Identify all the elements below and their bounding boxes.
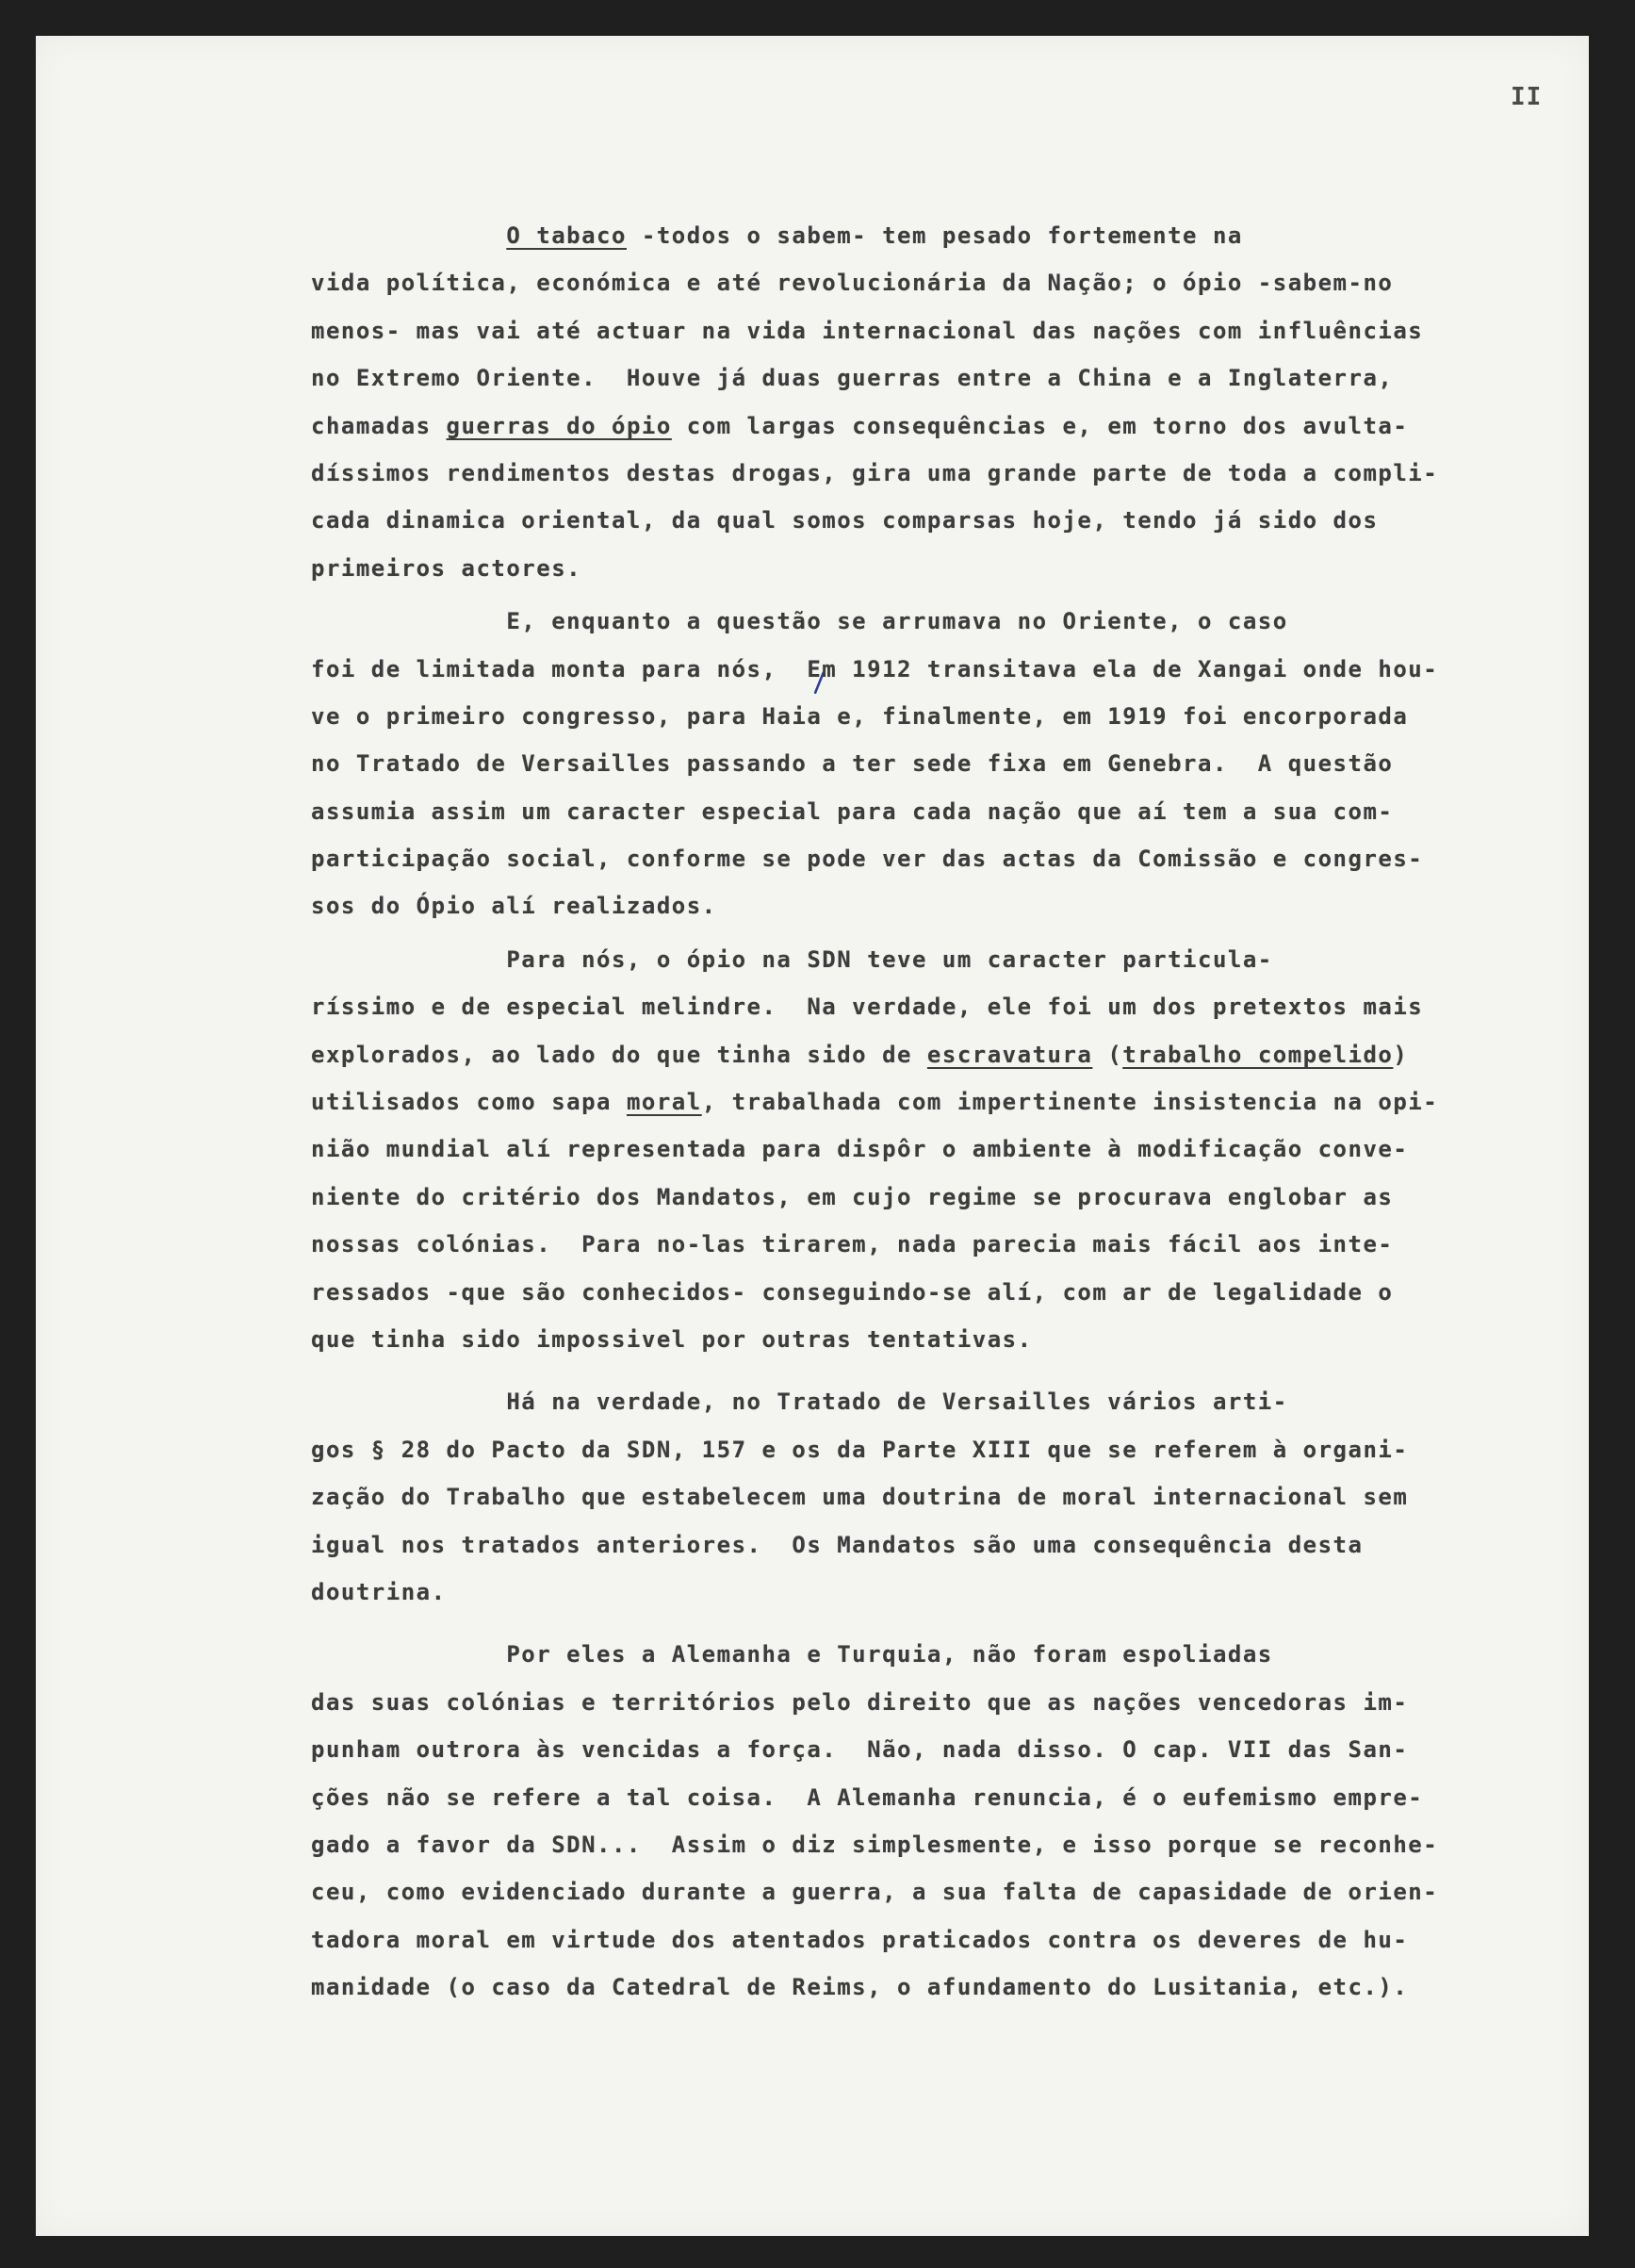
text-line bbox=[311, 1631, 1597, 1678]
line-text: participação social, conforme se pode ver das actas da Comissão e congres- bbox=[311, 846, 1424, 873]
text-line bbox=[311, 354, 1597, 402]
text-line bbox=[311, 740, 1597, 787]
line-text: vida política, económica e até revolucionária da Nação; o ópio -sabem-no bbox=[311, 270, 1394, 297]
text-line bbox=[311, 1221, 1597, 1268]
text-line bbox=[311, 983, 1597, 1030]
line-text: com largas consequências e, em torno dos avulta- bbox=[671, 412, 1409, 439]
line-text: menos- mas vai até actuar na vida internacional das nações com influências bbox=[311, 317, 1424, 344]
document-body bbox=[311, 212, 1597, 2011]
text-line bbox=[311, 1378, 1597, 1425]
line-text: E, enquanto a questão se arrumava no Oriente, o caso bbox=[311, 608, 1288, 635]
line-text: , trabalhada com impertinente insistencia na opi- bbox=[701, 1089, 1439, 1116]
line-text: -todos o sabem- tem pesado fortemente na bbox=[626, 222, 1243, 249]
line-text: explorados, ao lado do que tinha sido de bbox=[311, 1041, 927, 1068]
line-text bbox=[311, 222, 506, 249]
text-line bbox=[311, 788, 1597, 835]
text-line bbox=[311, 403, 1597, 450]
text-line bbox=[311, 1821, 1597, 1868]
line-text: ressados -que são conhecidos- conseguindo-se alí, com ar de legalidade o bbox=[311, 1278, 1394, 1306]
underlined-text: guerras do ópio bbox=[446, 412, 672, 439]
line-text: nossas colónias. Para no-las tirarem, nada parecia mais fácil aos inte- bbox=[311, 1231, 1394, 1258]
line-text: díssimos rendimentos destas drogas, gira uma grande parte de toda a compli- bbox=[311, 459, 1439, 486]
line-text: ceu, como evidenciado durante a guerra, a sua falta de capasidade de orien- bbox=[311, 1879, 1439, 1906]
text-line bbox=[311, 1126, 1597, 1173]
line-text: nião mundial alí representada para dispôr o ambiente à modificação conve- bbox=[311, 1136, 1409, 1163]
text-line bbox=[311, 1473, 1597, 1520]
text-line bbox=[311, 882, 1597, 929]
line-text: zação do Trabalho que estabelecem uma doutrina de moral internacional sem bbox=[311, 1484, 1409, 1511]
line-text: Por eles a Alemanha e Turquia, não foram espoliadas bbox=[311, 1641, 1273, 1668]
text-line bbox=[311, 598, 1597, 645]
paragraph bbox=[311, 598, 1597, 930]
line-text: Para nós, o ópio na SDN teve um caracter particula- bbox=[311, 945, 1273, 973]
line-text: utilisados como sapa bbox=[311, 1089, 627, 1116]
line-text: ve o primeiro congresso, para Haia e, finalmente, em 1919 foi encorporada bbox=[311, 702, 1409, 730]
text-line bbox=[311, 259, 1597, 306]
text-line bbox=[311, 1964, 1597, 2011]
line-text: cada dinamica oriental, da qual somos comparsas hoje, tendo já sido dos bbox=[311, 507, 1379, 534]
text-line bbox=[311, 1726, 1597, 1773]
paragraph bbox=[311, 212, 1597, 592]
line-text: chamadas bbox=[311, 412, 447, 439]
text-line bbox=[311, 1774, 1597, 1821]
line-text: ) bbox=[1393, 1041, 1409, 1068]
paragraph bbox=[311, 1378, 1597, 1616]
line-text: Há na verdade, no Tratado de Versailles vários arti- bbox=[311, 1389, 1288, 1416]
paragraph bbox=[311, 1631, 1597, 2011]
text-line bbox=[311, 693, 1597, 740]
line-text: foi de limitada monta para nós, Em 1912 transitava ela de Xangai onde hou- bbox=[311, 655, 1439, 682]
text-line bbox=[311, 1174, 1597, 1221]
text-line bbox=[311, 450, 1597, 497]
text-line bbox=[311, 1426, 1597, 1473]
text-line bbox=[311, 1679, 1597, 1726]
line-text: no Tratado de Versailles passando a ter sede fixa em Genebra. A questão bbox=[311, 750, 1394, 778]
text-line bbox=[311, 1316, 1597, 1363]
line-text: manidade (o caso da Catedral de Reims, o afundamento do Lusitania, etc.). bbox=[311, 1974, 1409, 2001]
text-line bbox=[311, 545, 1597, 592]
line-text: que tinha sido impossivel por outras tentativas. bbox=[311, 1325, 1033, 1353]
line-text: ções não se refere a tal coisa. A Alemanha renuncia, é o eufemismo empre- bbox=[311, 1783, 1424, 1811]
text-line bbox=[311, 1078, 1597, 1126]
underlined-text: trabalho compelido bbox=[1122, 1041, 1394, 1068]
text-line bbox=[311, 1269, 1597, 1316]
text-line bbox=[311, 1031, 1597, 1078]
text-line bbox=[311, 1521, 1597, 1569]
text-line bbox=[311, 646, 1597, 693]
text-line bbox=[311, 212, 1597, 259]
line-text: primeiros actores. bbox=[311, 554, 582, 582]
line-text: gos § 28 do Pacto da SDN, 157 e os da Parte XIII que se referem à organi- bbox=[311, 1436, 1409, 1463]
line-text: ( bbox=[1092, 1041, 1123, 1068]
underlined-text: O tabaco bbox=[506, 222, 627, 249]
text-line bbox=[311, 497, 1597, 544]
line-text: punham outrora às vencidas a força. Não, nada disso. O cap. VII das San- bbox=[311, 1736, 1409, 1764]
line-text: gado a favor da SDN... Assim o diz simplesmente, e isso porque se reconhe- bbox=[311, 1831, 1439, 1858]
line-text: das suas colónias e territórios pelo direito que as nações vencedoras im- bbox=[311, 1688, 1409, 1716]
line-text: ríssimo e de especial melindre. Na verdade, ele foi um dos pretextos mais bbox=[311, 994, 1424, 1021]
underlined-text: escravatura bbox=[926, 1041, 1093, 1068]
line-text: assumia assim um caracter especial para cada nação que aí tem a sua com- bbox=[311, 797, 1394, 825]
line-text: doutrina. bbox=[311, 1578, 447, 1605]
text-line bbox=[311, 936, 1597, 983]
text-line bbox=[311, 835, 1597, 882]
line-text: igual nos tratados anteriores. Os Mandatos são uma consequência desta bbox=[311, 1531, 1364, 1558]
text-line bbox=[311, 1569, 1597, 1616]
paragraph-gap bbox=[311, 1363, 1597, 1378]
text-line bbox=[311, 1868, 1597, 1915]
line-text: sos do Ópio alí realizados. bbox=[311, 893, 717, 920]
paragraph-gap bbox=[311, 1616, 1597, 1631]
line-text: no Extremo Oriente. Houve já duas guerras entre a China e a Inglaterra, bbox=[311, 365, 1394, 392]
line-text: tadora moral em virtude dos atentados praticados contra os deveres de hu- bbox=[311, 1926, 1409, 1953]
text-line bbox=[311, 307, 1597, 354]
line-text: niente do critério dos Mandatos, em cujo regime se procurava englobar as bbox=[311, 1183, 1394, 1210]
paragraph bbox=[311, 936, 1597, 1364]
underlined-text: moral bbox=[626, 1089, 702, 1116]
page-number: II bbox=[1511, 83, 1543, 111]
text-line bbox=[311, 1916, 1597, 1964]
